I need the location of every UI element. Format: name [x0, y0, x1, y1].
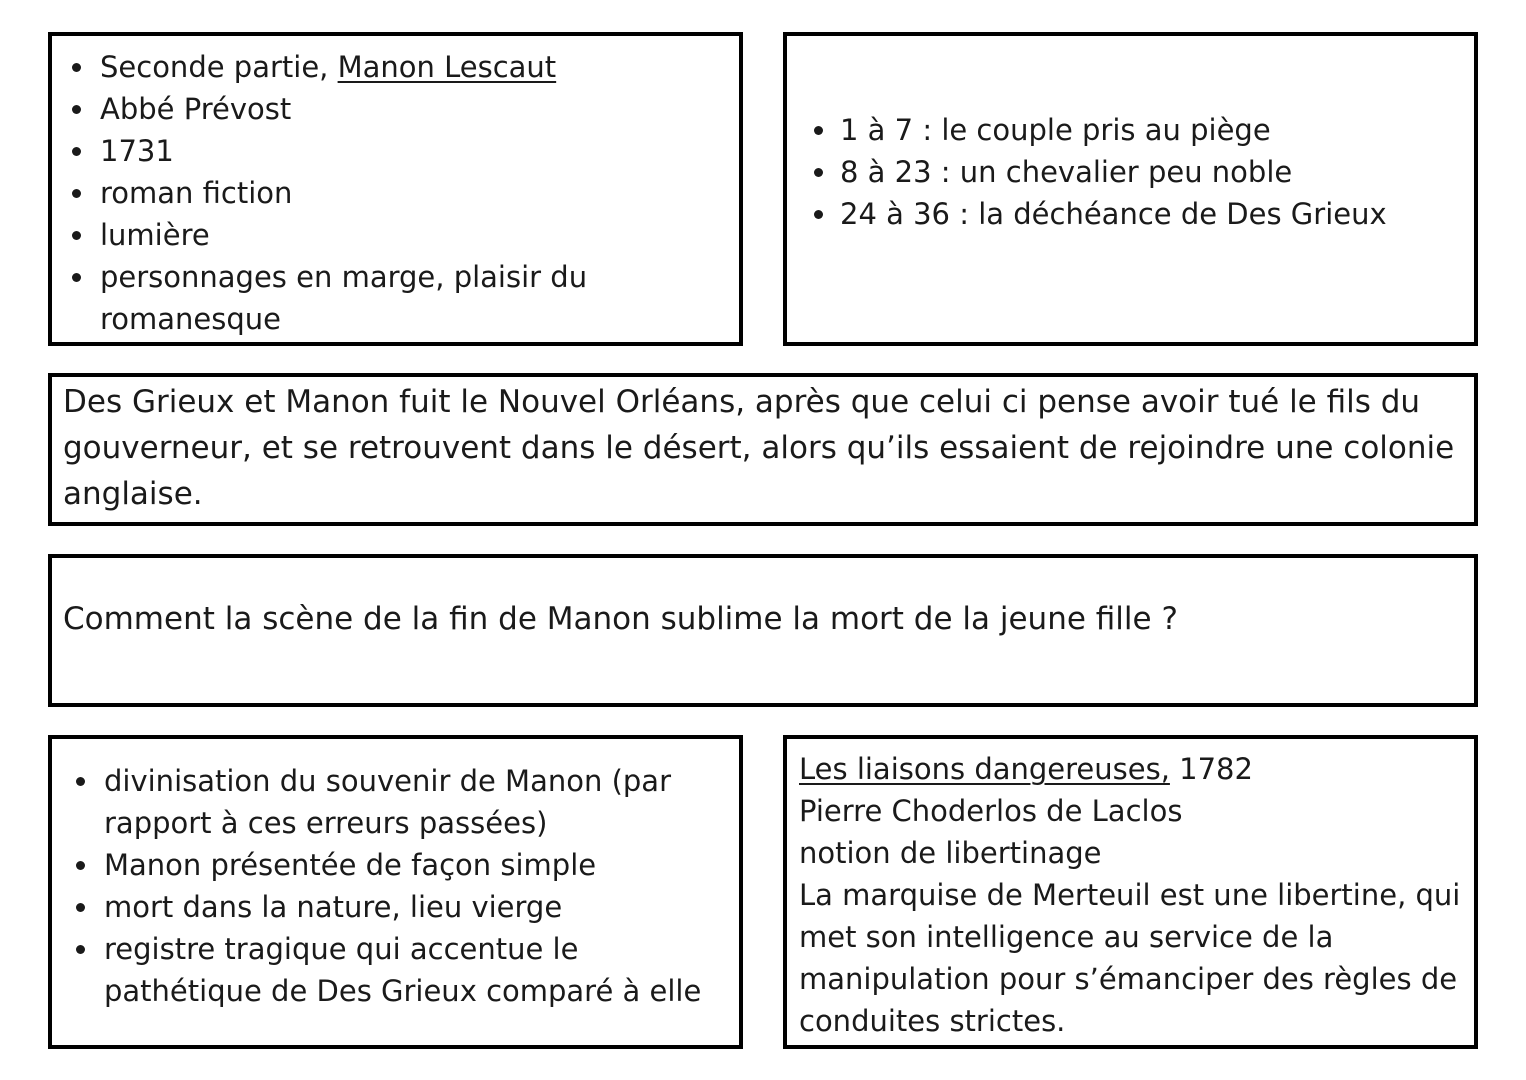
list-item: personnages en marge, plaisir du romanesque: [100, 256, 730, 340]
summary-text: Des Grieux et Manon fuit le Nouvel Orléans, après que celui ci pense avoir tué le fils du gouverneur, et se retrouvent dans le désert, alors qu’ils essaient de rejoindre une colonie anglaise.: [63, 384, 1455, 512]
text-plan-card: [783, 32, 1478, 346]
problem-card: [48, 554, 1478, 707]
list-item: [100, 46, 730, 88]
work-title: Manon Lescaut: [337, 50, 557, 84]
opening-work-title: Les liaisons dangereuses,: [799, 752, 1170, 786]
opening-card: [783, 735, 1478, 1049]
list-item: 1731: [100, 130, 730, 172]
opening-notion: notion de libertinage: [799, 836, 1102, 870]
work-info-list: [100, 46, 730, 340]
summary-card: [48, 373, 1478, 526]
opening-description: La marquise de Merteuil est une libertine, qui met son intelligence au service de la manipulation pour s’émanciper des règles de conduites strictes.: [799, 878, 1461, 1038]
list-item: Manon présentée de façon simple: [104, 844, 736, 886]
opening-title-line: [799, 748, 1467, 790]
list-item: Abbé Prévost: [100, 88, 730, 130]
list-item: mort dans la nature, lieu vierge: [104, 886, 736, 928]
list-item: divinisation du souvenir de Manon (par rapport à ces erreurs passées): [104, 760, 736, 844]
problem-text: Comment la scène de la fin de Manon sublime la mort de la jeune fille ?: [63, 601, 1178, 637]
list-item: 24 à 36 : la déchéance de Des Grieux: [840, 193, 1460, 235]
work-info-card: [48, 32, 743, 346]
list-item: 1 à 7 : le couple pris au piège: [840, 109, 1460, 151]
list-item: lumière: [100, 214, 730, 256]
work-prefix: Seconde partie,: [100, 50, 338, 84]
plan-list: [840, 109, 1460, 235]
opening-author: Pierre Choderlos de Laclos: [799, 794, 1183, 828]
analysis-card: [48, 735, 743, 1049]
list-item: registre tragique qui accentue le pathétique de Des Grieux comparé à elle: [104, 928, 736, 1012]
opening-year: 1782: [1169, 752, 1253, 786]
list-item: roman fiction: [100, 172, 730, 214]
opening-text-block: [799, 748, 1467, 1042]
list-item: 8 à 23 : un chevalier peu noble: [840, 151, 1460, 193]
analysis-list: [104, 760, 736, 1012]
